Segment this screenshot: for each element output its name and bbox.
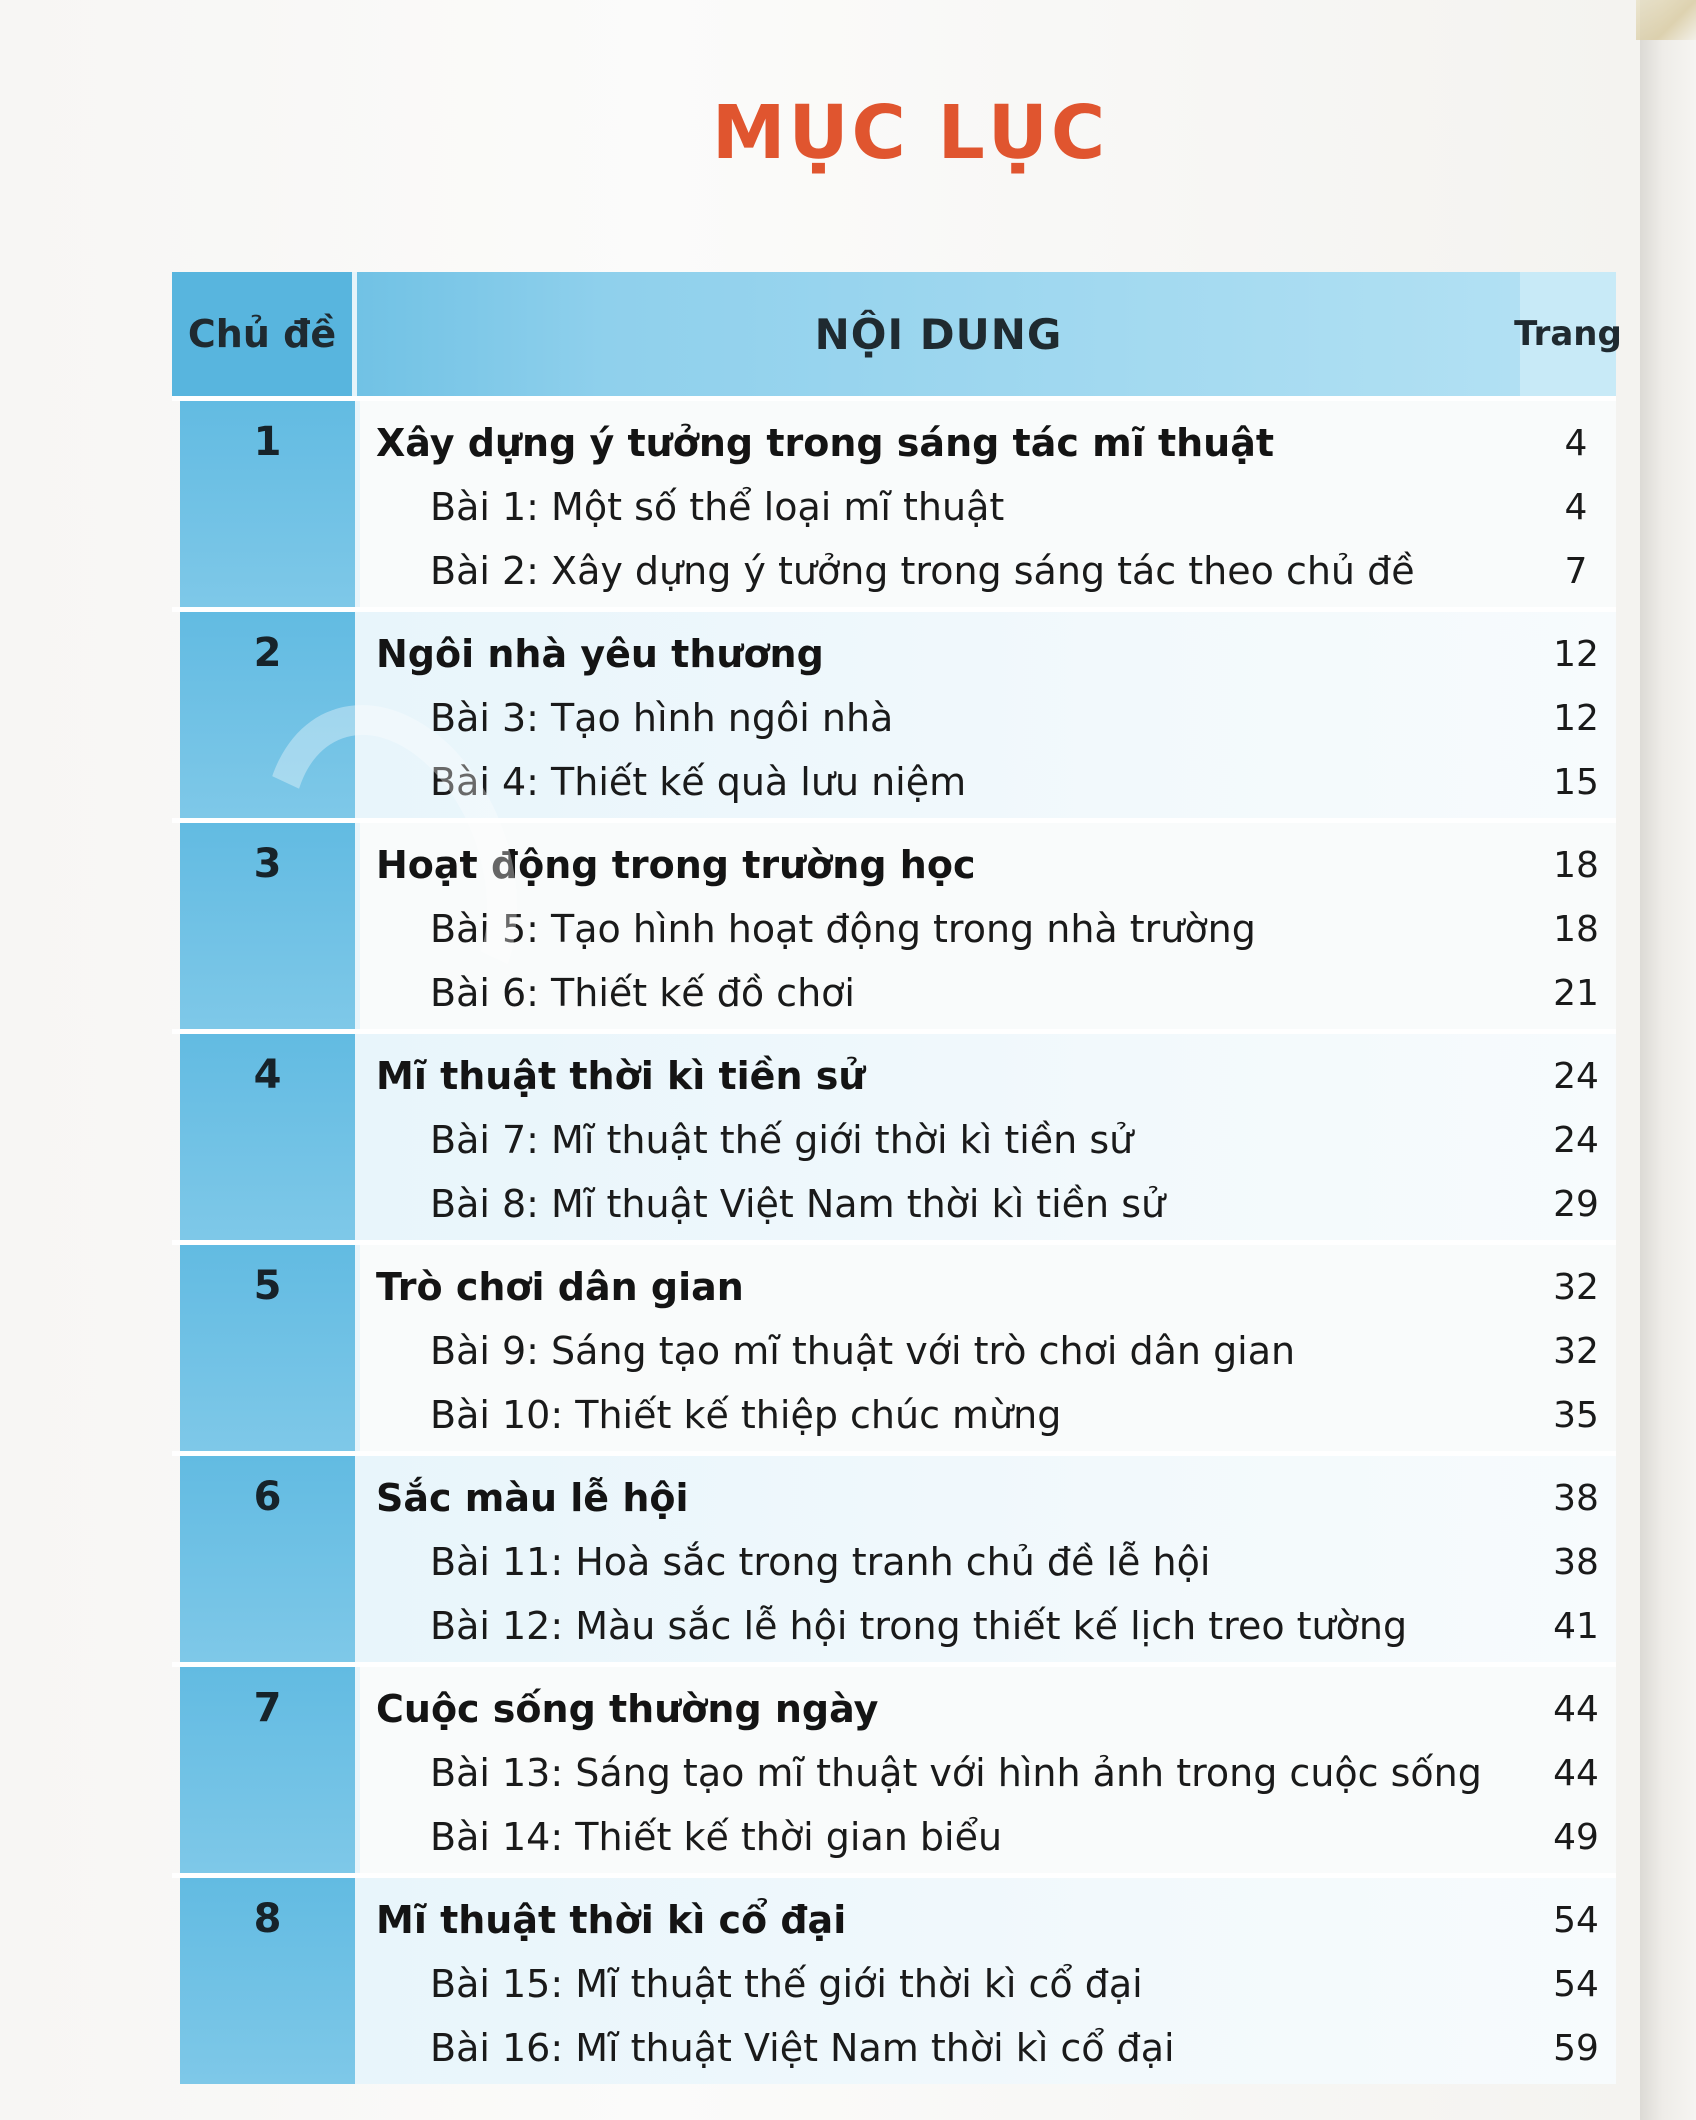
lesson-title: Bài 4: Thiết kế quà lưu niệm <box>430 760 967 804</box>
lesson-title: Bài 10: Thiết kế thiệp chúc mừng <box>430 1393 1062 1437</box>
page-number: 24 <box>1553 1055 1599 1097</box>
page-number: 29 <box>1553 1183 1599 1225</box>
lesson-row[interactable] <box>360 539 1616 603</box>
group-content <box>360 1034 1616 1240</box>
group-content <box>360 1667 1616 1873</box>
lesson-title: Bài 1: Một số thể loại mĩ thuật <box>430 485 1005 529</box>
page-number: 59 <box>1553 2027 1599 2069</box>
toc-group <box>172 1873 1616 2084</box>
topic-title: Xây dựng ý tưởng trong sáng tác mĩ thuật <box>376 421 1275 465</box>
page-number: 18 <box>1553 844 1599 886</box>
topic-number: 5 <box>180 1245 360 1451</box>
topic-row[interactable] <box>360 833 1616 897</box>
toc-group <box>172 396 1616 607</box>
topic-row[interactable] <box>360 1888 1616 1952</box>
lesson-title: Bài 13: Sáng tạo mĩ thuật với hình ảnh trong cuộc sống <box>430 1751 1482 1795</box>
topic-title: Cuộc sống thường ngày <box>376 1687 879 1731</box>
page-number: 54 <box>1553 1899 1599 1941</box>
lesson-row[interactable] <box>360 475 1616 539</box>
topic-row[interactable] <box>360 1466 1616 1530</box>
lesson-row[interactable] <box>360 1319 1616 1383</box>
lesson-row[interactable] <box>360 686 1616 750</box>
lesson-row[interactable] <box>360 897 1616 961</box>
header-content: NỘI DUNG <box>814 309 1063 359</box>
page-number: 54 <box>1553 1963 1599 2005</box>
page-number: 38 <box>1553 1477 1599 1519</box>
lesson-title: Bài 8: Mĩ thuật Việt Nam thời kì tiền sử <box>430 1182 1166 1226</box>
page-number: 35 <box>1553 1394 1599 1436</box>
lesson-row[interactable] <box>360 1172 1616 1236</box>
topic-number: 4 <box>180 1034 360 1240</box>
toc-group <box>172 1662 1616 1873</box>
toc-group <box>172 1240 1616 1451</box>
table-of-contents <box>172 272 1622 2084</box>
topic-number: 2 <box>180 612 360 818</box>
lesson-row[interactable] <box>360 1741 1616 1805</box>
page-number: 12 <box>1553 697 1599 739</box>
page-number: 24 <box>1553 1119 1599 1161</box>
page-number: 44 <box>1553 1752 1599 1794</box>
topic-row[interactable] <box>360 622 1616 686</box>
topic-title: Hoạt động trong trường học <box>376 843 976 887</box>
page-number: 41 <box>1553 1605 1599 1647</box>
group-content <box>360 612 1616 818</box>
group-content <box>360 1878 1616 2084</box>
lesson-title: Bài 14: Thiết kế thời gian biểu <box>430 1815 1003 1859</box>
lesson-title: Bài 7: Mĩ thuật thế giới thời kì tiền sử <box>430 1118 1134 1162</box>
page-number: 49 <box>1553 1816 1599 1858</box>
lesson-title: Bài 16: Mĩ thuật Việt Nam thời kì cổ đại <box>430 2026 1175 2070</box>
topic-row[interactable] <box>360 1255 1616 1319</box>
topic-row[interactable] <box>360 411 1616 475</box>
corner-decoration <box>1636 0 1696 40</box>
page-number: 32 <box>1553 1330 1599 1372</box>
lesson-row[interactable] <box>360 1108 1616 1172</box>
lesson-title: Bài 5: Tạo hình hoạt động trong nhà trường <box>430 907 1256 951</box>
topic-row[interactable] <box>360 1044 1616 1108</box>
lesson-row[interactable] <box>360 1952 1616 2016</box>
page-number: 12 <box>1553 633 1599 675</box>
lesson-title: Bài 11: Hoà sắc trong tranh chủ đề lễ hội <box>430 1540 1211 1584</box>
lesson-title: Bài 12: Màu sắc lễ hội trong thiết kế lịch treo tường <box>430 1604 1408 1648</box>
page-number: 4 <box>1564 422 1588 464</box>
lesson-title: Bài 6: Thiết kế đồ chơi <box>430 971 855 1015</box>
topic-number: 3 <box>180 823 360 1029</box>
header-topic: Chủ đề <box>172 272 357 396</box>
topic-title: Sắc màu lễ hội <box>376 1476 689 1520</box>
lesson-row[interactable] <box>360 1383 1616 1447</box>
lesson-row[interactable] <box>360 1805 1616 1869</box>
page-number: 7 <box>1564 550 1588 592</box>
header-page: Trang <box>1520 272 1616 396</box>
topic-row[interactable] <box>360 1677 1616 1741</box>
lesson-title: Bài 2: Xây dựng ý tưởng trong sáng tác theo chủ đề <box>430 549 1415 593</box>
page-title: MỤC LỤC <box>711 90 1109 176</box>
lesson-title: Bài 3: Tạo hình ngôi nhà <box>430 696 894 740</box>
topic-number: 6 <box>180 1456 360 1662</box>
group-content <box>360 823 1616 1029</box>
topic-title: Ngôi nhà yêu thương <box>376 632 824 676</box>
table-header <box>172 272 1622 396</box>
page-number: 4 <box>1564 486 1588 528</box>
toc-group <box>172 1451 1616 1662</box>
page-number: 18 <box>1553 908 1599 950</box>
group-content <box>360 401 1616 607</box>
lesson-row[interactable] <box>360 2016 1616 2080</box>
lesson-row[interactable] <box>360 1594 1616 1658</box>
topic-title: Mĩ thuật thời kì cổ đại <box>376 1898 847 1942</box>
topic-number: 1 <box>180 401 360 607</box>
lesson-row[interactable] <box>360 961 1616 1025</box>
page-edge <box>1640 0 1696 2120</box>
topic-number: 7 <box>180 1667 360 1873</box>
page-number: 15 <box>1553 761 1599 803</box>
topic-title: Mĩ thuật thời kì tiền sử <box>376 1054 866 1098</box>
topic-number: 8 <box>180 1878 360 2084</box>
page-number: 32 <box>1553 1266 1599 1308</box>
lesson-title: Bài 15: Mĩ thuật thế giới thời kì cổ đại <box>430 1962 1143 2006</box>
toc-groups <box>172 396 1616 2084</box>
page-number: 21 <box>1553 972 1599 1014</box>
lesson-row[interactable] <box>360 750 1616 814</box>
page-number: 38 <box>1553 1541 1599 1583</box>
lesson-row[interactable] <box>360 1530 1616 1594</box>
page-number: 44 <box>1553 1688 1599 1730</box>
toc-group <box>172 1029 1616 1240</box>
lesson-title: Bài 9: Sáng tạo mĩ thuật với trò chơi dân gian <box>430 1329 1296 1373</box>
topic-title: Trò chơi dân gian <box>376 1265 744 1309</box>
group-content <box>360 1456 1616 1662</box>
group-content <box>360 1245 1616 1451</box>
